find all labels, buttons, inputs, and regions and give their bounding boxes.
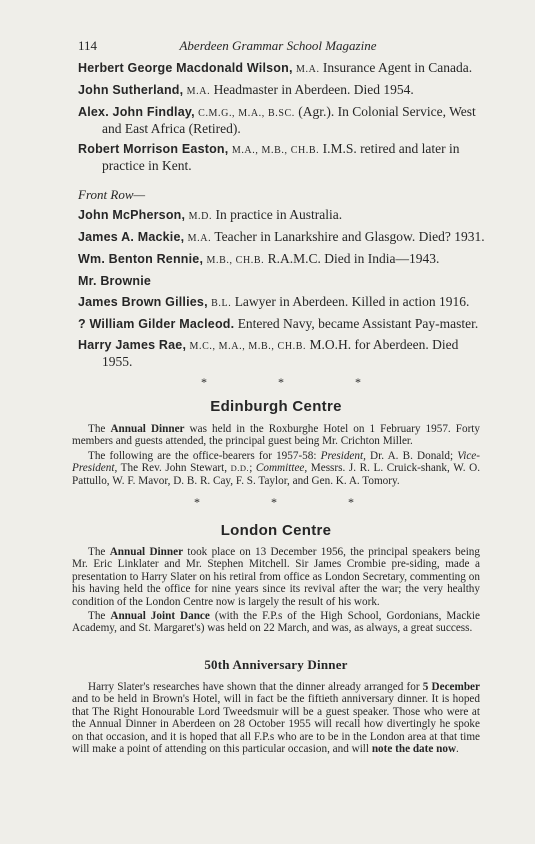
person-description: Headmaster in Aberdeen. Died 1954. bbox=[213, 82, 414, 97]
person-name: John McPherson, bbox=[78, 208, 186, 222]
london-heading: London Centre bbox=[220, 522, 332, 539]
person-name: Harry James Rae, bbox=[78, 338, 187, 352]
edinburgh-centre-section bbox=[72, 398, 480, 509]
person-name: Robert Morrison Easton, bbox=[78, 142, 229, 156]
person-entry bbox=[78, 316, 488, 332]
person-name: James A. Mackie, bbox=[78, 230, 185, 244]
back-row-list bbox=[78, 60, 488, 173]
edinburgh-paragraph-1: The Annual Dinner was held in the Roxburghe Hotel on 1 February 1957. Forty members and guests attended, the principal guest being Mr. Crichton Miller. bbox=[72, 423, 480, 448]
london-paragraph-1: The Annual Dinner took place on 13 December 1956, the principal speakers being Mr. Eric Linklater and Mr. Stephen Mitchell. Sir James Crombie pre-siding, made a presentation to Harry Slater on his retiral from office as London Secretary, commenting on his having held the office for nine years since its revival after the war; the very healthy condition of the London Centre now is largely the result of his work. bbox=[72, 546, 480, 608]
london-centre-section bbox=[72, 522, 480, 635]
person-description: In practice in Australia. bbox=[215, 207, 343, 222]
person-name: Wm. Benton Rennie, bbox=[78, 252, 204, 266]
person-description: I.M.S. retired and later in practice in Kent. bbox=[102, 141, 460, 173]
front-row-list bbox=[78, 207, 488, 369]
person-description: Teacher in Lanarkshire and Glasgow. Died? 1931. bbox=[214, 229, 485, 244]
person-entry bbox=[78, 229, 488, 246]
person-name: Mr. Brownie bbox=[78, 274, 152, 288]
section-separator: * * * bbox=[194, 495, 388, 510]
person-description: (Agr.). In Colonial Service, West and East Africa (Retired). bbox=[102, 104, 476, 136]
person-entry bbox=[78, 251, 488, 268]
person-entry bbox=[78, 273, 488, 289]
section-separator: * * * bbox=[201, 375, 395, 389]
person-description: R.A.M.C. Died in India—1943. bbox=[267, 251, 440, 266]
person-description: Insurance Agent in Canada. bbox=[322, 60, 473, 75]
person-degrees: M.A., M.B., CH.B. bbox=[231, 145, 320, 156]
person-name: Herbert George Macdonald Wilson, bbox=[78, 61, 293, 75]
photo-caption-list bbox=[78, 60, 488, 389]
page-header bbox=[78, 38, 478, 56]
london-paragraph-2: The Annual Joint Dance (with the F.P.s of the High School, Gordonians, Mackie Academy, and St. Margaret's) was held on 22 March, and was, as always, a great success. bbox=[72, 610, 480, 635]
edinburgh-paragraph-2: The following are the office-bearers for 1957-58: President, Dr. A. B. Donald; Vice-President, The Rev. John Stewart, D.D.; Committee, Messrs. J. R. L. Cruick-shank, W. O. Pattullo, W. F. Mavor, D. B. R. Cay, F. S. Taylor, and Gen. K. A. Tomory. bbox=[72, 449, 480, 487]
person-degrees: C.M.G., M.A., B.SC. bbox=[198, 108, 295, 119]
person-entry bbox=[78, 141, 488, 173]
anniversary-section bbox=[72, 657, 480, 755]
person-degrees: M.B., CH.B. bbox=[206, 255, 265, 266]
front-row-label: Front Row— bbox=[78, 187, 146, 202]
person-degrees: B.L. bbox=[211, 298, 232, 309]
page-number: 114 bbox=[78, 38, 98, 53]
person-degrees: M.D. bbox=[188, 211, 213, 222]
person-name: ? William Gilder Macleod. bbox=[78, 317, 235, 331]
person-name: John Sutherland, bbox=[78, 83, 184, 97]
person-entry bbox=[78, 104, 488, 136]
person-degrees: M.C., M.A., M.B., CH.B. bbox=[189, 341, 307, 352]
person-degrees: M.A. bbox=[187, 233, 212, 244]
person-degrees: M.A. bbox=[186, 86, 211, 97]
person-description: Entered Navy, became Assistant Pay-master. bbox=[237, 316, 479, 331]
running-title: Aberdeen Grammar School Magazine bbox=[179, 38, 377, 53]
edinburgh-heading: Edinburgh Centre bbox=[210, 398, 342, 415]
anniversary-heading: 50th Anniversary Dinner bbox=[204, 657, 348, 672]
person-description: M.O.H. for Aberdeen. Died 1955. bbox=[102, 337, 459, 369]
person-entry bbox=[78, 82, 488, 99]
person-entry bbox=[78, 337, 488, 369]
anniversary-paragraph: Harry Slater's researches have shown that the dinner already arranged for 5 December and to be held in Brown's Hotel, will in fact be the fiftieth anniversary dinner. It is hoped that The Right Honourable Lord Tweedsmuir will be a guest speaker. Those who were at the Annual Dinner in Aberdeen on 28 October 1955 will recall how divertingly he spoke on that occasion, and it is hoped that all F.P.s who are to be in the London area at that time will make a point of attending on this particular occasion, and will note the date now. bbox=[72, 681, 480, 756]
person-entry bbox=[78, 60, 488, 77]
person-entry bbox=[78, 294, 488, 311]
person-name: Alex. John Findlay, bbox=[78, 105, 195, 119]
person-degrees: M.A. bbox=[296, 64, 320, 75]
person-name: James Brown Gillies, bbox=[78, 295, 208, 309]
person-entry bbox=[78, 207, 488, 224]
person-description: Lawyer in Aberdeen. Killed in action 1916. bbox=[234, 294, 470, 309]
